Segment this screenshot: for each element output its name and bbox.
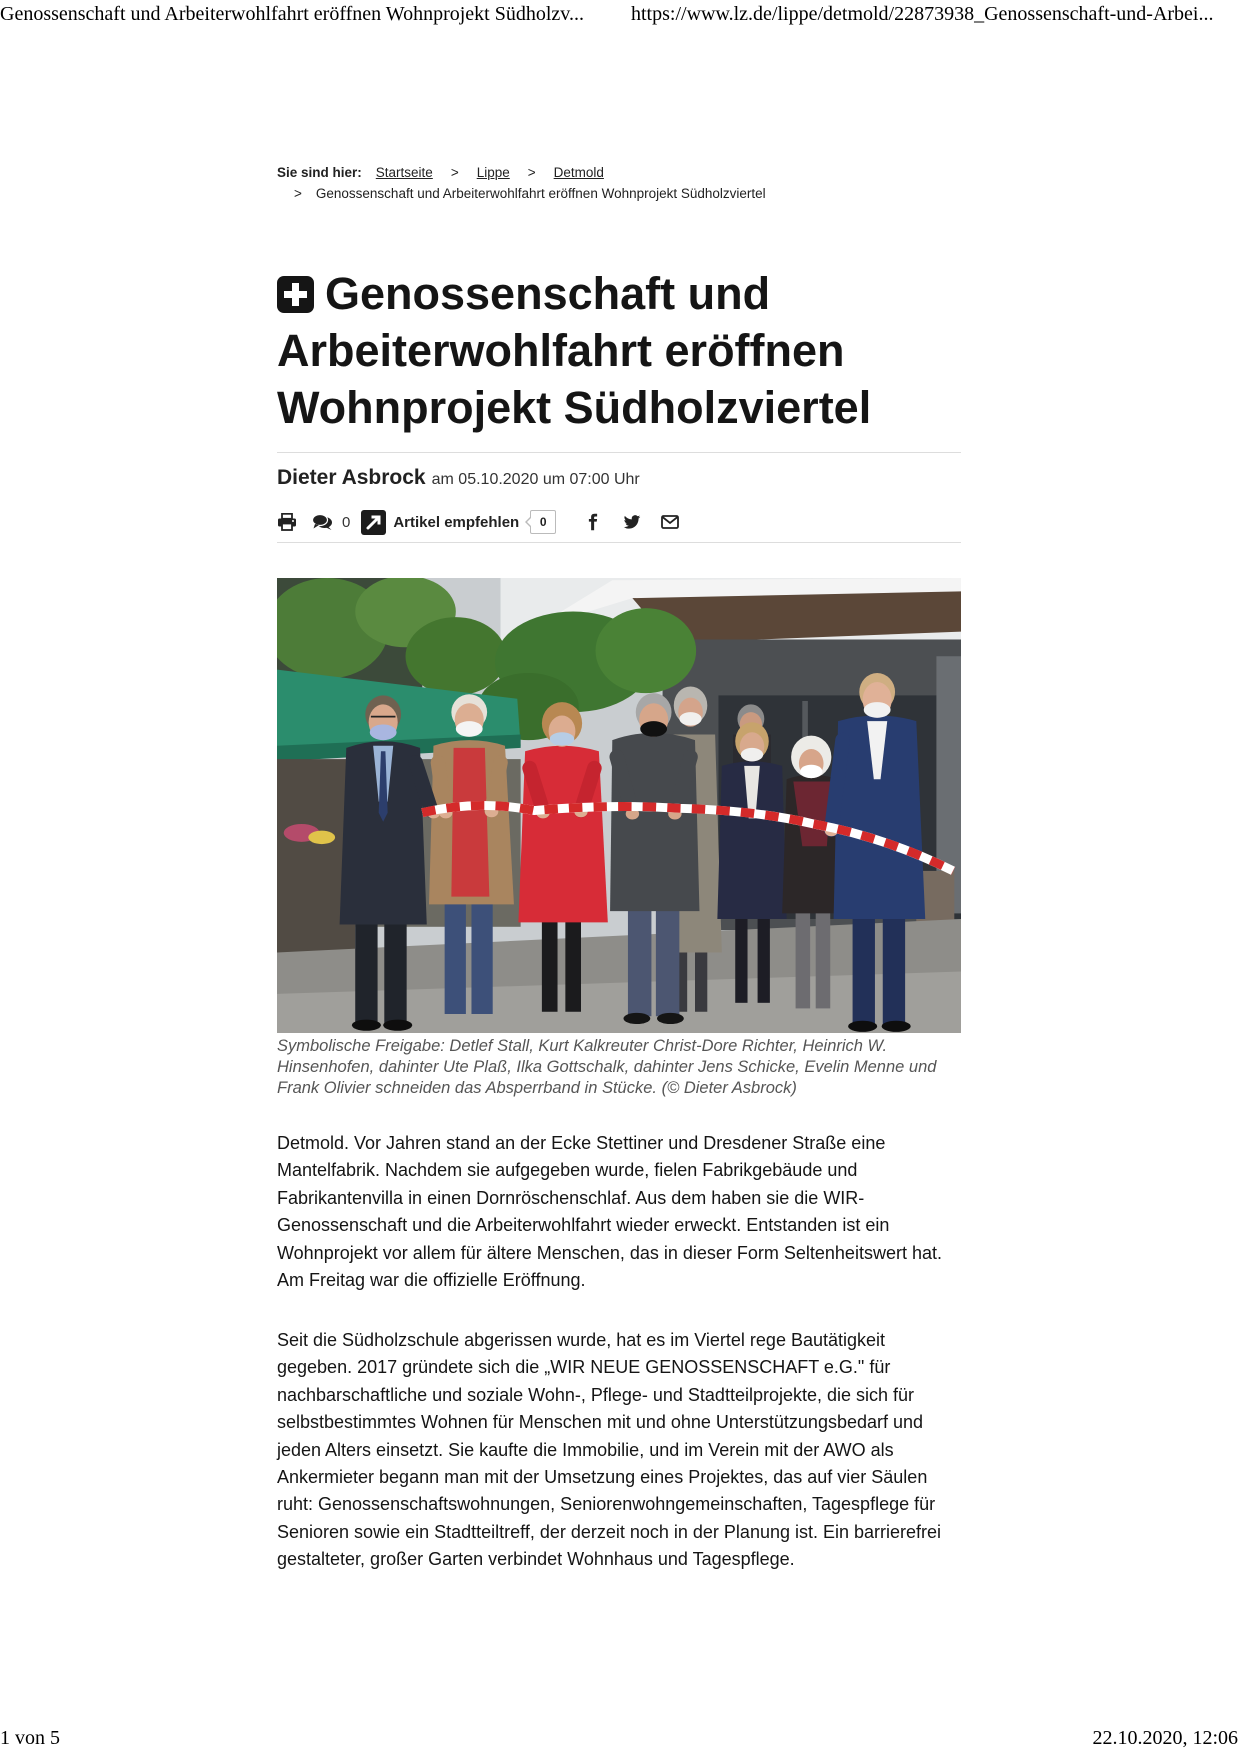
comments-icon [312,514,333,531]
divider [277,452,961,453]
print-icon [277,513,297,531]
print-header-url: https://www.lz.de/lippe/detmold/22873938_Genossenschaft-und-Arbei... [631,3,1214,25]
article-toolbar [277,509,961,535]
share-twitter-button[interactable] [623,514,641,530]
breadcrumb [277,164,961,203]
publish-date: am 05.10.2020 um 07:00 Uhr [431,471,640,488]
article-photo [277,578,961,1033]
print-button[interactable] [277,513,297,531]
breadcrumb-separator: > [294,186,302,201]
divider [277,542,961,543]
share-facebook-button[interactable] [586,513,600,531]
comments-count: 0 [342,513,351,531]
article-paragraph: Detmold. Vor Jahren stand an der Ecke Stettiner und Dresdener Straße eine Mantelfabrik. Nachdem sie aufgegeben wurde, fielen Fabrikgebäude und Fabrikantenvilla in einen Dornröschenschlaf. Aus dem haben sie die WIR-Genossenschaft und die Arbeiterwohlfahrt wieder erweckt. Entstanden ist ein Wohnprojekt vor allem für ältere Menschen, das in dieser Form Seltenheitswert hat. Am Freitag war die offizielle Eröffnung. [277,1133,942,1291]
article-title-heading [277,265,961,436]
byline [277,466,961,490]
photo-caption: Symbolische Freigabe: Detlef Stall, Kurt Kalkreuter Christ-Dore Richter, Heinrich W. Hinsenhofen, dahinter Ute Plaß, Ilka Gottschalk, dahinter Jens Schicke, Evelin Menne und Frank Olivier schneiden das Absperrband in Stücke. (© Dieter Asbrock) [277,1037,937,1097]
plus-square-icon [277,276,314,313]
breadcrumb-link-detmold[interactable]: Detmold [553,165,604,180]
article-title: Genossenschaft und Arbeiterwohlfahrt eröffnen Wohnprojekt Südholzviertel [277,268,872,433]
article-figure [277,578,961,1033]
facebook-icon [586,513,600,531]
breadcrumb-row [277,164,961,182]
article-paragraph: Seit die Südholzschule abgerissen wurde, hat es im Viertel rege Bautätigkeit gegeben. 2017 gründete sich die „WIR NEUE GENOSSENSCHAFT e.G." für nachbarschaftliche und soziale Wohn-, Pflege- und Stadtteilprojekte, die sich für selbstbestimmtes Wohnen für Menschen mit und ohne Unterstützungsbedarf und jeden Alters einsetzt. Sie kaufte die Immobilie, und im Verein mit der AWO als Ankermieter begann man mit der Umsetzung eines Projektes, das auf vier Säulen ruht: Genossenschaftswohnungen, Seniorenwohngemeinschaften, Tagespflege für Senioren sowie ein Stadtteiltreff, der derzeit noch in der Planung ist. Ein barrierefrei gestalteter, großer Garten verbindet Wohnhaus und Tagespflege. [277,1330,942,1570]
recommend-label: Artikel empfehlen [393,513,520,531]
print-header-title: Genossenschaft und Arbeiterwohlfahrt eröffnen Wohnprojekt Südholzv... [0,3,584,25]
twitter-icon [623,514,641,530]
breadcrumb-label: Sie sind hier: [277,165,362,180]
recommend-count: 0 [530,510,556,534]
recommend-arrow-icon [361,510,386,535]
breadcrumb-link-startseite[interactable]: Startseite [375,165,433,180]
breadcrumb-current: Genossenschaft und Arbeiterwohlfahrt eröffnen Wohnprojekt Südholzviertel [315,186,766,201]
author-name: Dieter Asbrock [277,466,426,489]
comments-button[interactable] [312,514,350,531]
breadcrumb-separator: > [450,165,459,180]
print-footer-datetime: 22.10.2020, 12:06 [1092,1727,1238,1749]
breadcrumb-row [277,185,961,203]
breadcrumb-separator: > [527,165,536,180]
mail-icon [661,515,679,529]
breadcrumb-link-lippe[interactable]: Lippe [476,165,510,180]
recommend-article-button[interactable] [361,510,519,535]
share-mail-button[interactable] [661,515,679,529]
print-footer-page: 1 von 5 [0,1727,60,1749]
